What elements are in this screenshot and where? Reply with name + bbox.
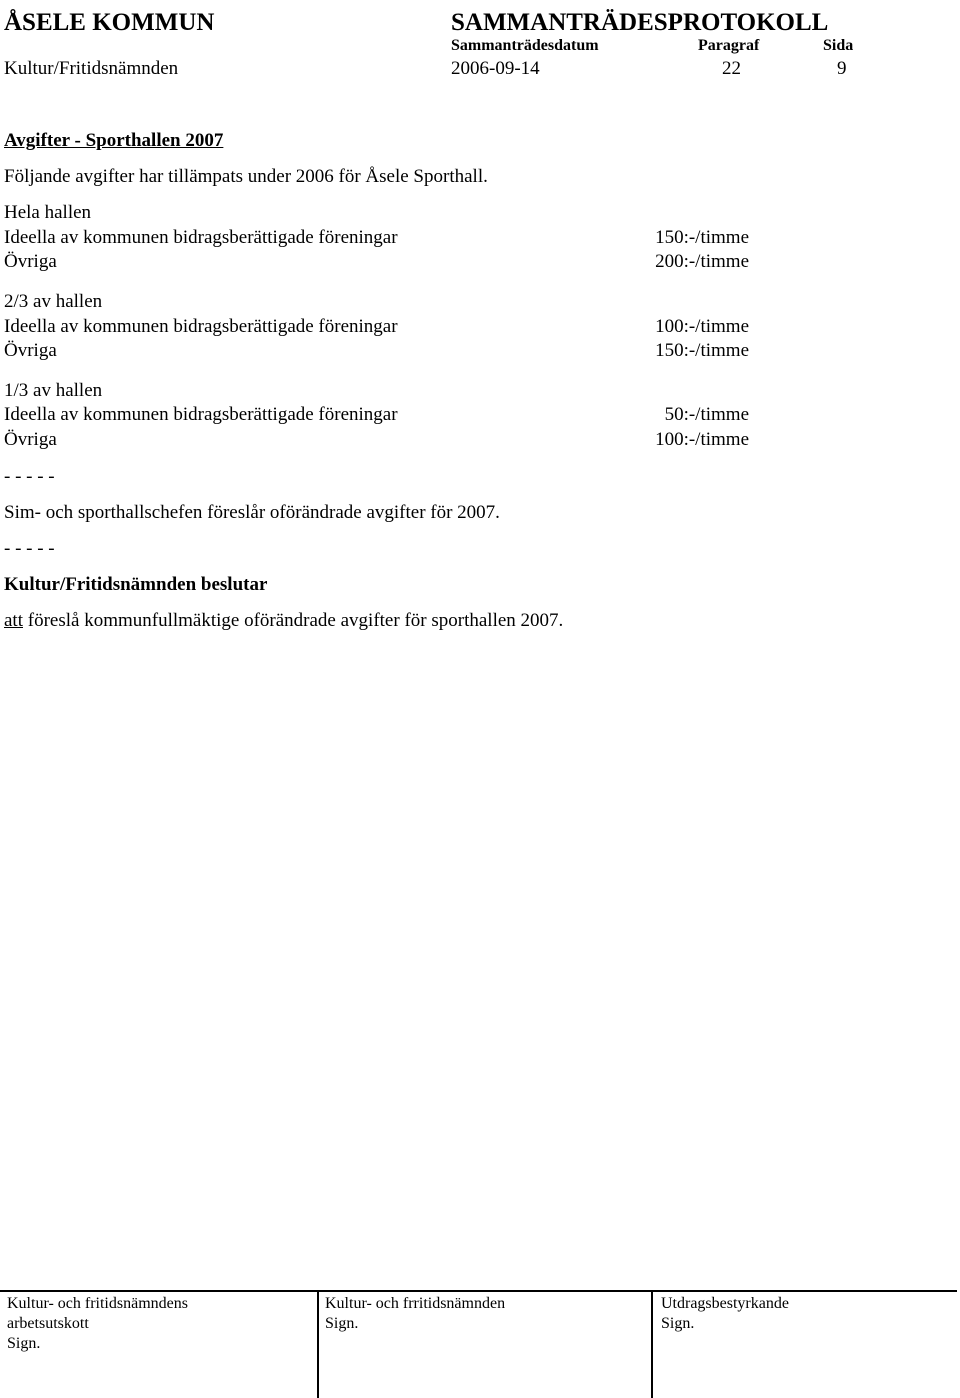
footer-col3-sign: Sign.: [661, 1315, 695, 1332]
footer-col1-line1: Kultur- och fritidsnämndens: [7, 1295, 188, 1312]
document-type: SAMMANTRÄDESPROTOKOLL: [451, 9, 829, 36]
footer-top-rule: [0, 1290, 957, 1292]
fee-row-value: 150:-/timme: [655, 227, 749, 248]
footer-divider: [317, 1290, 319, 1398]
organization-name: ÅSELE KOMMUN: [4, 9, 215, 36]
decision-att: att: [4, 610, 23, 631]
footer-col2-sign: Sign.: [325, 1315, 359, 1332]
fee-section-heading: Hela hallen: [4, 202, 92, 223]
fee-row-value: 50:-/timme: [664, 404, 749, 425]
footer-col3-line1: Utdragsbestyrkande: [661, 1295, 789, 1312]
section-title: Avgifter - Sporthallen 2007: [4, 130, 224, 151]
footer-col1-sign: Sign.: [7, 1335, 41, 1352]
page-label: Sida: [823, 37, 854, 54]
fee-section-heading: 1/3 av hallen: [4, 380, 103, 401]
separator: - - - - -: [4, 466, 55, 487]
fee-row-value: 100:-/timme: [655, 316, 749, 337]
fee-row-value: 100:-/timme: [655, 429, 749, 450]
fee-row-label: Övriga: [4, 251, 57, 272]
footer-col1-line2: arbetsutskott: [7, 1315, 89, 1332]
fee-row-label: Övriga: [4, 429, 57, 450]
fee-row-label: Ideella av kommunen bidragsberättigade föreningar: [4, 227, 398, 248]
proposal-text: Sim- och sporthallschefen föreslår oförändrade avgifter för 2007.: [4, 502, 500, 523]
footer-col2-line1: Kultur- och frritidsnämnden: [325, 1295, 506, 1312]
page-number: 9: [837, 58, 847, 79]
separator: - - - - -: [4, 538, 55, 559]
decision-line: [4, 611, 563, 630]
committee-name: Kultur/Fritidsnämnden: [4, 58, 179, 79]
intro-text: Följande avgifter har tillämpats under 2006 för Åsele Sporthall.: [4, 166, 488, 187]
date-label: Sammanträdesdatum: [451, 37, 599, 54]
fee-row-label: Övriga: [4, 340, 57, 361]
fee-section-heading: 2/3 av hallen: [4, 291, 103, 312]
meeting-date: 2006-09-14: [451, 58, 540, 79]
fee-row-value: 200:-/timme: [655, 251, 749, 272]
fee-row-label: Ideella av kommunen bidragsberättigade föreningar: [4, 316, 398, 337]
decision-heading: Kultur/Fritidsnämnden beslutar: [4, 574, 268, 595]
fee-row-value: 150:-/timme: [655, 340, 749, 361]
paragraph-label: Paragraf: [698, 37, 760, 54]
paragraph-number: 22: [722, 58, 741, 79]
decision-text: föreslå kommunfullmäktige oförändrade avgifter för sporthallen 2007.: [27, 610, 564, 631]
footer-divider: [651, 1290, 653, 1398]
fee-row-label: Ideella av kommunen bidragsberättigade föreningar: [4, 404, 398, 425]
